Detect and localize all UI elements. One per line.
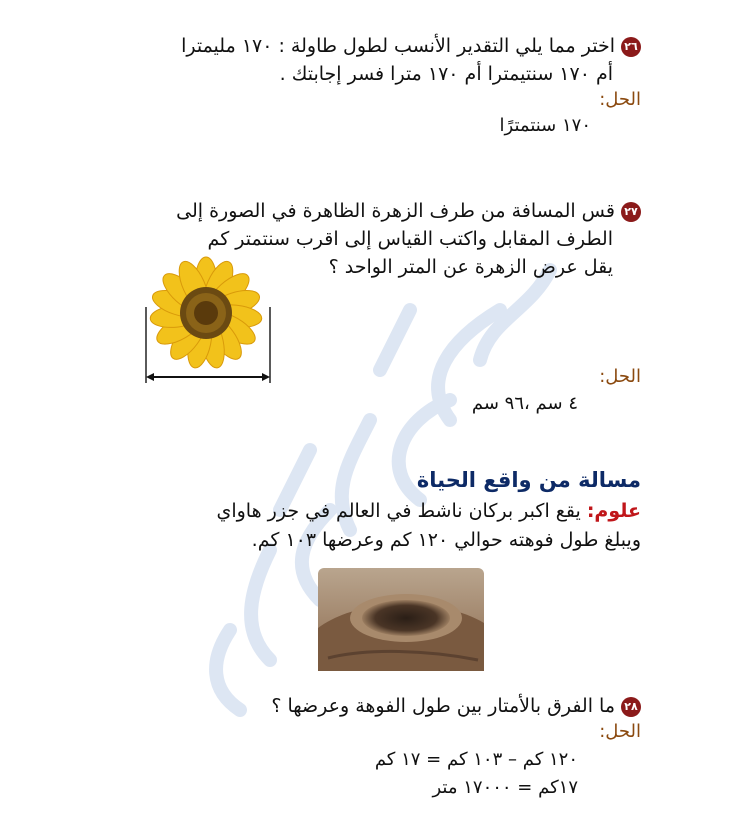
q27-number-badge: ٢٧ [621, 202, 641, 222]
q28-number-badge: ٢٨ [621, 697, 641, 717]
q27-solution-label: الحل: [599, 366, 641, 387]
volcano-crater-icon [318, 568, 484, 671]
q27-line1 [176, 197, 641, 225]
real-life-text-1: يقع اكبر بركان ناشط في العالم في جزر هاواي [216, 500, 587, 522]
real-life-line1 [216, 497, 641, 525]
q28-text-1: ما الفرق بالأمتار بين طول الفوهة وعرضها ؟ [271, 695, 615, 717]
q26-number-badge: ٢٦ [621, 37, 641, 57]
q27-line3: يقل عرض الزهرة عن المتر الواحد ؟ [328, 256, 613, 278]
q28-line1 [271, 692, 641, 720]
q26-answer: ١٧٠ سنتمترًا [499, 115, 591, 136]
real-life-line2: ويبلغ طول فوهته حوالي ١٢٠ كم وعرضها ١٠٣ كم. [251, 529, 641, 551]
q26-solution-label: الحل: [599, 89, 641, 110]
q28-solution-label: الحل: [599, 721, 641, 742]
science-label: علوم: [586, 500, 641, 522]
q28-answer-1: ١٢٠ كم – ١٠٣ كم = ١٧ كم [374, 749, 578, 770]
q27-text-1: قس المسافة من طرف الزهرة الظاهرة في الصورة إلى [176, 200, 615, 222]
q28-answer-2: ١٧كم = ١٧٠٠٠ متر [432, 777, 578, 798]
q26-text-1: اختر مما يلي التقدير الأنسب لطول طاولة : ١٧٠ مليمترا [181, 35, 615, 57]
q27-line2: الطرف المقابل واكتب القياس إلى اقرب سنتمتر كم [207, 228, 613, 250]
q27-answer: ٤ سم ،٩٦ سم [471, 393, 578, 414]
q26-line1 [181, 32, 641, 60]
q26-line2: أم ١٧٠ سنتيمترا أم ١٧٠ مترا فسر إجابتك . [279, 63, 613, 85]
sunflower-icon [140, 255, 276, 385]
real-life-heading: مسالة من واقع الحياة [416, 468, 641, 492]
